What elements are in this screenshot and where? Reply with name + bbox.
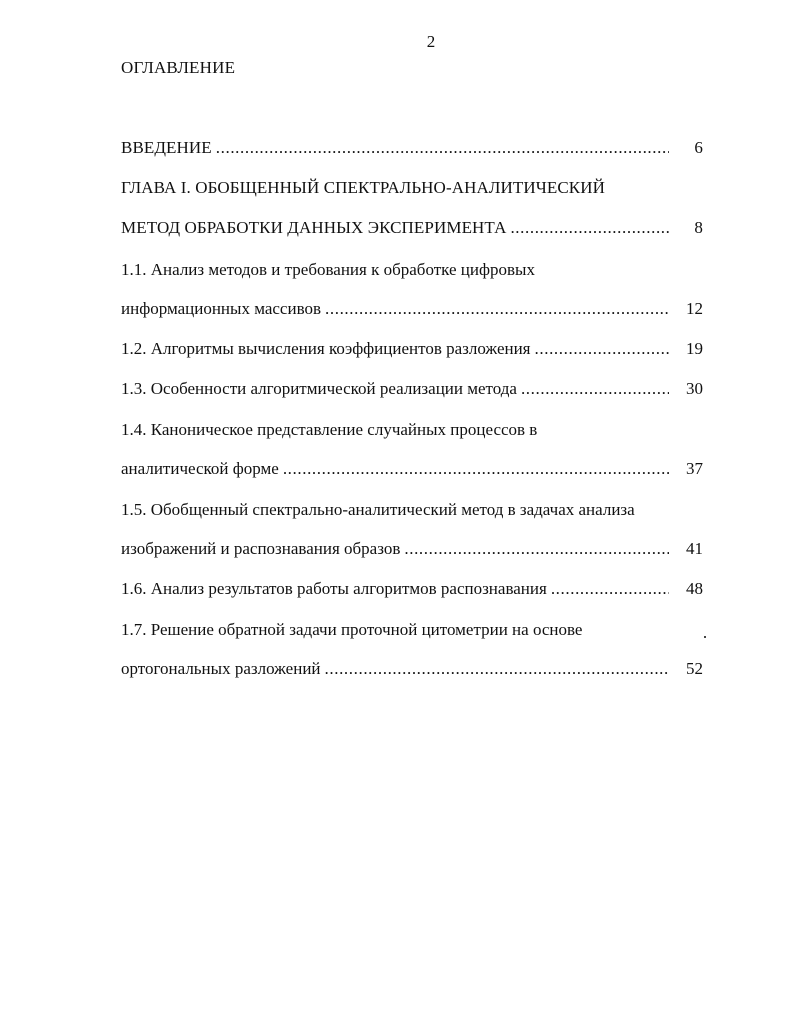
toc-entry-1-7-line-1: 1.7. Решение обратной задачи проточной цитометрии на основе	[121, 620, 583, 639]
toc-entry-1-1-line-1: 1.1. Анализ методов и требования к обработке цифровых	[121, 260, 535, 279]
toc-entry-1-2	[121, 337, 703, 361]
toc-entry-1-6	[121, 577, 703, 601]
toc-entry-text: ВВЕДЕНИЕ	[121, 138, 212, 157]
toc-entry-text: 1.2. Алгоритмы вычисления коэффициентов разложения	[121, 339, 531, 358]
toc-entry-page: 48	[686, 579, 703, 598]
toc-leader-dots	[325, 657, 669, 681]
toc-entry-page: 41	[686, 539, 703, 558]
toc-leader-dots	[535, 337, 669, 361]
toc-entry-page: 12	[686, 299, 703, 318]
toc-leader-dots	[404, 537, 669, 561]
toc-entry-page: 52	[686, 659, 703, 678]
toc-leader-dots	[216, 136, 669, 160]
toc-entry-1-7	[121, 657, 703, 681]
toc-entry-text: ортогональных разложений	[121, 659, 321, 678]
toc-leader-dots	[510, 216, 669, 240]
toc-entry-chapter-1	[121, 216, 703, 240]
toc-entry-introduction	[121, 136, 703, 160]
toc-entry-page: 30	[686, 379, 703, 398]
toc-entry-1-5	[121, 537, 703, 561]
toc-entry-text: аналитической форме	[121, 459, 279, 478]
toc-entry-1-3	[121, 377, 703, 401]
toc-leader-dots	[283, 457, 669, 481]
toc-leader-dots	[521, 377, 669, 401]
toc-entry-page: 37	[686, 459, 703, 478]
toc-entry-page: 19	[686, 339, 703, 358]
toc-entry-1-5-line-1: 1.5. Обобщенный спектрально-аналитический метод в задачах анализа	[121, 500, 635, 519]
toc-entry-text: МЕТОД ОБРАБОТКИ ДАННЫХ ЭКСПЕРИМЕНТА	[121, 218, 507, 237]
toc-entry-text: изображений и распознавания образов	[121, 539, 401, 558]
page-number: 2	[426, 32, 436, 51]
toc-entry-1-1	[121, 297, 703, 321]
toc-entry-text: 1.3. Особенности алгоритмической реализации метода	[121, 379, 517, 398]
toc-entry-page: 8	[694, 218, 703, 237]
toc-entry-page: 6	[694, 138, 703, 157]
toc-leader-dots	[325, 297, 669, 321]
toc-title: ОГЛАВЛЕНИЕ	[121, 58, 236, 77]
toc-entry-chapter-1-line-1: ГЛАВА I. ОБОБЩЕННЫЙ СПЕКТРАЛЬНО-АНАЛИТИЧЕСКИЙ	[121, 178, 605, 197]
toc-leader-dots	[551, 577, 669, 601]
toc-entry-1-4-line-1: 1.4. Каноническое представление случайных процессов в	[121, 420, 538, 439]
toc-entry-1-4	[121, 457, 703, 481]
toc-entry-text: информационных массивов	[121, 299, 322, 318]
toc-entry-text: 1.6. Анализ результатов работы алгоритмов распознавания	[121, 579, 547, 598]
scan-speck	[704, 636, 706, 638]
